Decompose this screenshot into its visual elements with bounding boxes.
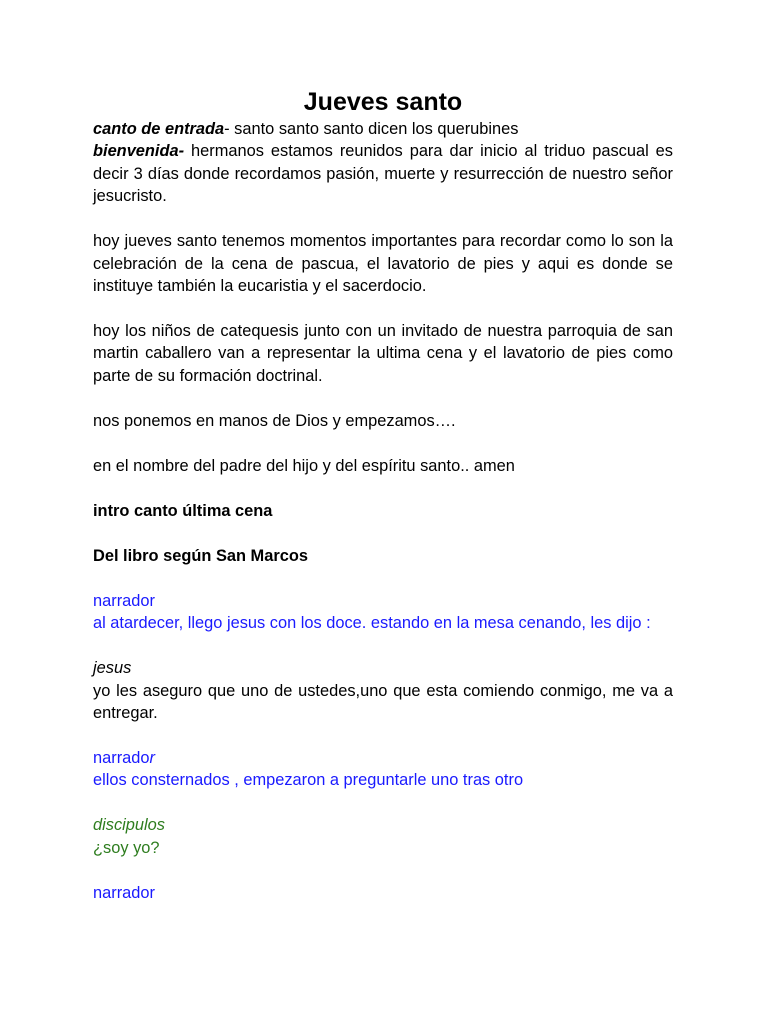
speaker-narrador-2-a: narrado — [93, 749, 150, 768]
speaker-narrador-3: narrador — [93, 883, 155, 902]
entrada-line — [93, 118, 673, 140]
paragraph-manos-de-dios: nos ponemos en manos de Dios y empezamos…. — [93, 411, 456, 430]
paragraph-en-el-nombre: en el nombre del padre del hijo y del espíritu santo.. amen — [93, 456, 515, 475]
document-page — [93, 86, 673, 904]
speaker-narrador-2 — [93, 747, 673, 769]
speaker-narrador-2-b: r — [149, 749, 155, 768]
speaker-jesus: jesus — [93, 659, 132, 678]
entrada-label: canto de entrada — [93, 120, 225, 138]
bienvenida-paragraph — [93, 140, 673, 207]
speaker-discipulos: discipulos — [93, 816, 165, 835]
paragraph-jueves: hoy jueves santo tenemos momentos importantes para recordar como lo son la celebración de la cena de pascua, el lavatorio de pies y aqui es donde se instituye también la eucaristia y el sacerdocio. — [93, 232, 673, 296]
heading-intro-canto: intro canto última cena — [93, 501, 273, 520]
page-title: Jueves santo — [303, 88, 463, 116]
line-jesus: yo les aseguro que uno de ustedes,uno que esta comiendo conmigo, me va a entregar. — [93, 681, 673, 723]
bienvenida-label: bienvenida- — [93, 142, 185, 161]
entrada-text: - santo santo santo dicen los querubines — [224, 120, 519, 138]
speaker-narrador-1: narrador — [93, 591, 155, 610]
line-narrador-2: ellos consternados , empezaron a preguntarle uno tras otro — [93, 771, 524, 790]
line-discipulos: ¿soy yo? — [93, 838, 160, 857]
paragraph-catequesis: hoy los niños de catequesis junto con un invitado de nuestra parroquia de san martin caballero van a representar la ultima cena y el lavatorio de pies como parte de su formación doctrinal. — [93, 322, 673, 385]
line-narrador-1: al atardecer, llego jesus con los doce. estando en la mesa cenando, les dijo : — [93, 614, 651, 633]
bienvenida-text: hermanos estamos reunidos para dar inicio al triduo pascual es decir 3 días donde recordamos pasión, muerte y resurrección de nuestro señor jesucristo. — [93, 142, 673, 206]
heading-libro: Del libro según San Marcos — [93, 546, 308, 565]
